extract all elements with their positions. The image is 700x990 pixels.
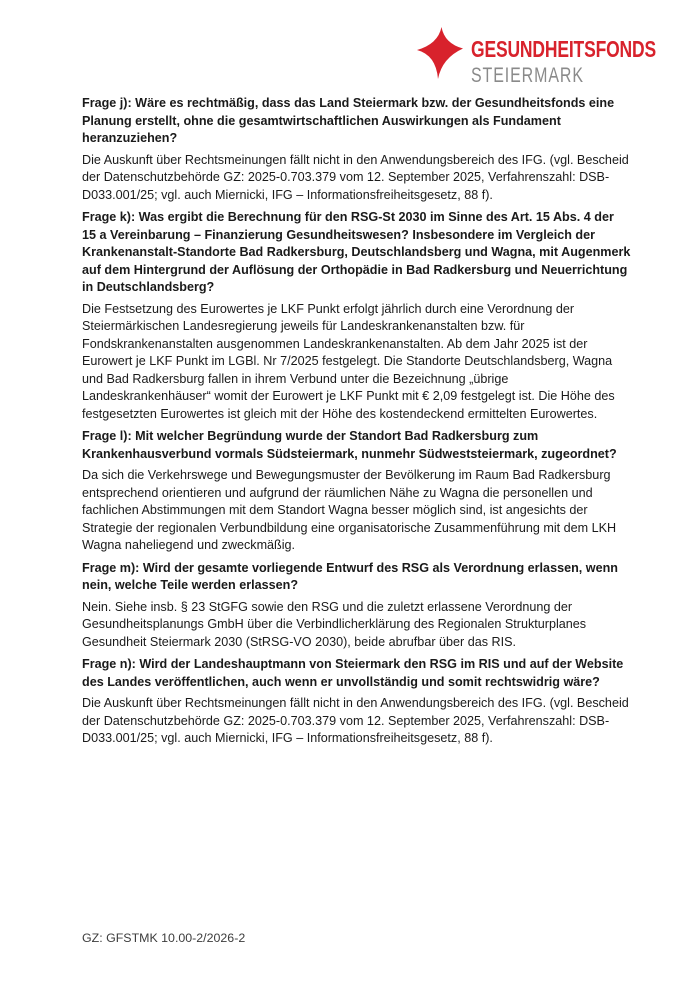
question-heading-k: Frage k): Was ergibt die Berechnung für den RSG-St 2030 im Sinne des Art. 15 Abs. 4 der 15 a Vereinbarung – Finanzierung Gesundheitswesen? Insbesondere im Vergleich der Krankenanstalt-Standorte Bad Radkersburg, Deutschlandsberg und Wagna, mit Augenmerk auf dem Hintergrund der Auflösung der Orthopädie in Bad Radkersburg und Neuerrichtung in Deutschlandsberg? xyxy=(82,210,631,294)
answer-paragraph-l: Da sich die Verkehrswege und Bewegungsmuster der Bevölkerung im Raum Bad Radkersburg entsprechend orientieren und aufgrund der räumlichen Nähe zu Wagna die personellen und fachlichen Abstimmungen mit dem Standort Wagna besser möglich sind, ist angesichts der Strategie der regionalen Verbundbildung eine organisatorische Zusammenführung mit dem LKH Wagna naheliegend und zweckmäßig. xyxy=(82,468,617,552)
logo-text xyxy=(463,27,700,86)
gesundheitsfonds-logo xyxy=(417,27,700,86)
document-body xyxy=(82,95,631,753)
answer-paragraph-k: Die Festsetzung des Eurowertes je LKF Punkt erfolgt jährlich durch eine Verordnung der Steiermärkischen Landesregierung jeweils für Landeskrankenanstalten bzw. für Fondskrankenanstalten ausgenommen Landeskrankenanstalten. Ab dem Jahr 2025 ist der Eurowert je LKF Punkt im LGBl. Nr 7/2025 festgelegt. Die Standorte Deutschlandsberg, Wagna und Bad Radkersburg fallen in ihrem Verbund unter die Bezeichnung „übrige Landeskrankenhäuser“ womit der Eurowert je LKF Punkt mit € 2,09 festgelegt ist. Die Höhe des festgesetzten Eurowertes ist gleich mit der Höhe des kostendeckend ermittelten Eurowertes. xyxy=(82,301,615,421)
footer-reference-number: GZ: GFSTMK 10.00-2/2026-2 xyxy=(82,931,246,945)
question-heading-l: Frage l): Mit welcher Begründung wurde der Standort Bad Radkersburg zum Krankenhausverbund vormals Südsteiermark, nunmehr Südweststeiermark, zugeordnet? xyxy=(82,429,617,461)
answer-paragraph-m: Nein. Siehe insb. § 23 StGFG sowie den RSG und die zuletzt erlassene Verordnung der Gesundheitsplanungs GmbH über die Verbindlicherklärung des Regionalen Strukturplanes Gesundheit Steiermark 2030 (StRSG-VO 2030), beide abrufbar über das RIS. xyxy=(82,599,587,649)
qa-section-l xyxy=(82,428,631,555)
answer-paragraph-n: Die Auskunft über Rechtsmeinungen fällt nicht in den Anwendungsbereich des IFG. (vgl. Bescheid der Datenschutzbehörde GZ: 2025-0.703.379 vom 12. September 2025, Verfahrenszahl: DSB-D033.001/25; vgl. auch Miernicki, IFG – Informationsfreiheitsgesetz, 88 f). xyxy=(82,696,629,745)
qa-section-m xyxy=(82,560,631,652)
logo-brand-name: GESUNDHEITSFONDS xyxy=(471,36,657,62)
four-pointed-star-icon xyxy=(417,27,463,79)
logo-region-name: STEIERMARK xyxy=(471,64,584,87)
qa-section-j xyxy=(82,95,631,204)
qa-section-k xyxy=(82,209,631,423)
question-heading-m: Frage m): Wird der gesamte vorliegende Entwurf des RSG als Verordnung erlassen, wenn nein, welche Teile werden erlassen? xyxy=(82,560,618,592)
question-heading-n: Frage n): Wird der Landeshauptmann von Steiermark den RSG im RIS und auf der Website des Landes veröffentlichen, auch wenn er unvollständig und somit rechtswidrig wäre? xyxy=(82,657,624,689)
question-heading-j: Frage j): Wäre es rechtmäßig, dass das Land Steiermark bzw. der Gesundheitsfonds eine Planung erstellt, ohne die gesamtwirtschaftlichen Auswirkungen als Fundament heranzuziehen? xyxy=(82,96,615,145)
answer-paragraph-j: Die Auskunft über Rechtsmeinungen fällt nicht in den Anwendungsbereich des IFG. (vgl. Bescheid der Datenschutzbehörde GZ: 2025-0.703.379 vom 12. September 2025, Verfahrenszahl: DSB-D033.001/25; vgl. auch Miernicki, IFG – Informationsfreiheitsgesetz, 88 f). xyxy=(82,152,629,202)
qa-section-n xyxy=(82,656,631,748)
